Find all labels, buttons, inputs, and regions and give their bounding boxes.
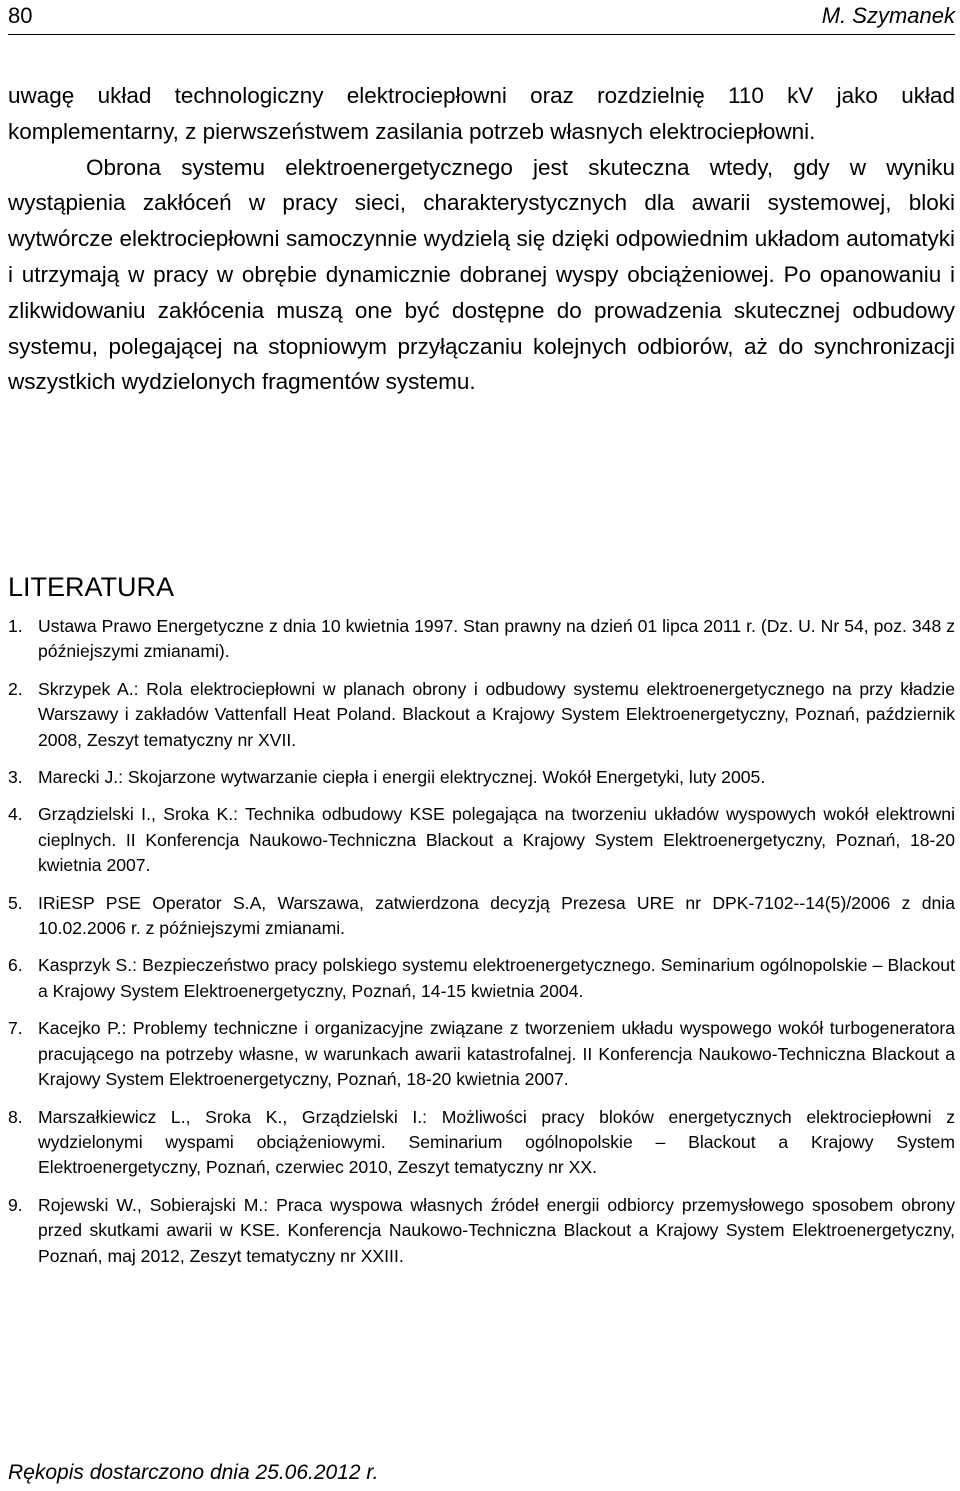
reference-text: Marszałkiewicz L., Sroka K., Grządzielski I.: Możliwości pracy bloków energetycznych elektrociepłowni z wydzielonymi wyspami obciążeniowymi. Seminarium ogólnopolskie – Blackout a Krajowy System Elektroenergetyczny, Poznań, czerwiec 2010, Zeszyt tematyczny nr XX. [38, 1106, 955, 1178]
reference-text: Rojewski W., Sobierajski M.: Praca wyspowa własnych źródeł energii odbiorcy przemysłowego sposobem obrony przed skutkami awarii w KSE. Konferencja Naukowo-Techniczna Blackout a Krajowy System Elektroenergetyczny, Poznań, maj 2012, Zeszyt tematyczny nr XXIII. [38, 1194, 955, 1266]
running-header [8, 2, 955, 30]
reference-number: 8. [8, 1106, 23, 1127]
reference-item [8, 802, 955, 878]
reference-item [8, 765, 955, 790]
reference-item [8, 891, 955, 942]
reference-number: 9. [8, 1194, 23, 1215]
reference-list [8, 614, 955, 1281]
reference-item [8, 677, 955, 753]
reference-text: Skrzypek A.: Rola elektrociepłowni w planach obrony i odbudowy systemu elektroenergetycznego na przy kładzie Warszawy i zakładów Vattenfall Heat Poland. Blackout a Krajowy System Elektroenergetyczny, Poznań, październik 2008, Zeszyt tematyczny nr XVII. [38, 678, 955, 750]
reference-number: 5. [8, 892, 23, 913]
reference-number: 3. [8, 767, 23, 788]
reference-number: 2. [8, 678, 23, 699]
header-rule [8, 34, 955, 35]
reference-text: Marecki J.: Skojarzone wytwarzanie ciepła i energii elektrycznej. Wokół Energetyki, luty 2005. [38, 767, 766, 788]
paragraph-1: uwagę układ technologiczny elektrociepłowni oraz rozdzielnię 110 kV jako układ komplementarny, z pierwszeństwem zasilania potrzeb własnych elektrociepłowni. [8, 83, 955, 144]
reference-item [8, 953, 955, 1004]
reference-text: Ustawa Prawo Energetyczne z dnia 10 kwietnia 1997. Stan prawny na dzień 01 lipca 2011 r. (Dz. U. Nr 54, poz. 348 z późniejszymi zmianami). [38, 616, 955, 662]
paragraph-2: Obrona systemu elektroenergetycznego jest skuteczna wtedy, gdy w wyniku wystąpienia zakłóceń w pracy sieci, charakterystycznych dla awarii systemowej, bloki wytwórcze elektrociepłowni samoczynnie wydzielą się dzięki odpowiednim układom automatyki i utrzymają w pracy w obrębie dynamicznie dobranej wyspy obciążeniowej. Po opanowaniu i zlikwidowaniu zakłócenia muszą one być dostępne do prowadzenia skutecznej odbudowy systemu, polegającej na stopniowym przyłączaniu kolejnych odbiorów, aż do synchronizacji wszystkich wydzielonych fragmentów systemu. [8, 154, 955, 395]
running-author: M. Szymanek [821, 3, 955, 28]
reference-text: IRiESP PSE Operator S.A, Warszawa, zatwierdzona decyzją Prezesa URE nr DPK-7102--14(5)/2006 z dnia 10.02.2006 r. z późniejszymi zmianami. [38, 892, 955, 939]
manuscript-received-note: Rękopis dostarczono dnia 25.06.2012 r. [8, 1461, 379, 1484]
reference-text: Kasprzyk S.: Bezpieczeństwo pracy polskiego systemu elektroenergetycznego. Seminarium ogólnopolskie – Blackout a Krajowy System Elektroenergetyczny, Poznań, 14-15 kwietnia 2004. [38, 955, 955, 1001]
page-number: 80 [8, 3, 33, 28]
reference-number: 6. [8, 955, 23, 976]
reference-item [8, 614, 955, 665]
reference-number: 4. [8, 804, 23, 825]
reference-text: Kacejko P.: Problemy techniczne i organizacyjne związane z tworzeniem układu wyspowego wokół turbogeneratora pracującego na potrzeby własne, w warunkach awarii katastrofalnej. II Konferencja Naukowo-Techniczna Blackout a Krajowy System Elektroenergetyczny, Poznań, 18-20 kwietnia 2007. [38, 1018, 955, 1090]
reference-number: 1. [8, 616, 23, 636]
section-title-literatura: LITERATURA [8, 572, 175, 602]
body-text [8, 78, 955, 400]
reference-item [8, 1016, 955, 1092]
reference-number: 7. [8, 1018, 23, 1039]
reference-text: Grządzielski I., Sroka K.: Technika odbudowy KSE polegająca na tworzeniu układów wyspowych wokół elektrowni cieplnych. II Konferencja Naukowo-Techniczna Blackout a Krajowy System Elektroenergetyczny, Poznań, 18-20 kwietnia 2007. [38, 804, 955, 876]
reference-item [8, 1105, 955, 1181]
reference-item [8, 1193, 955, 1269]
